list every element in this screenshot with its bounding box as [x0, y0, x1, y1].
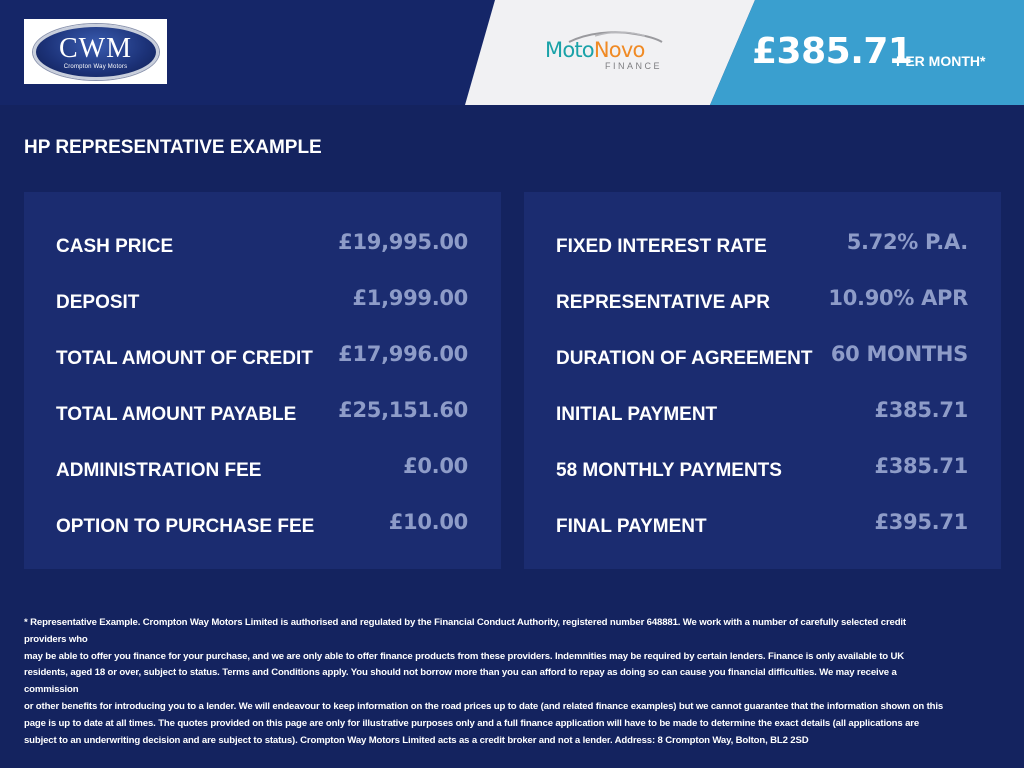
dealer-logo[interactable] — [24, 19, 167, 84]
finance-row-label: OPTION TO PURCHASE FEE — [56, 516, 315, 537]
header-bar — [0, 0, 1024, 105]
disclaimer-line: page is up to date at all times. The quotes provided on this page are only for illustrative purposes only and a full finance application will have to be made to determine the exact details (all applications are — [24, 717, 920, 729]
finance-row-label: FIXED INTEREST RATE — [556, 236, 767, 257]
dealer-logo-badge — [33, 24, 159, 80]
finance-row-value: £385.71 — [874, 398, 968, 422]
finance-row-label: TOTAL AMOUNT OF CREDIT — [56, 348, 313, 369]
finance-row-label: TOTAL AMOUNT PAYABLE — [56, 404, 297, 425]
motonovo-finance-sub: FINANCE — [605, 61, 663, 71]
dealer-logo-text: CWM — [59, 32, 132, 64]
finance-row-label: CASH PRICE — [56, 236, 174, 257]
disclaimer-line: subject to an underwriting decision and are subject to status). Crompton Way Motors Limited acts as a credit broker and not a lender. Address: 8 Crompton Way, Bolton, BL2 2SD — [24, 734, 809, 746]
motonovo-wordmark-moto: Moto — [545, 38, 594, 62]
finance-row — [556, 454, 968, 484]
finance-row — [556, 398, 968, 428]
finance-row-label: ADMINISTRATION FEE — [56, 460, 262, 481]
finance-row-label: DURATION OF AGREEMENT — [556, 348, 813, 369]
finance-row — [56, 342, 468, 372]
finance-row-value: £19,995.00 — [338, 230, 468, 254]
finance-row — [556, 342, 968, 372]
dealer-logo-tagline: Crompton Way Motors — [63, 63, 128, 70]
monthly-price-amount: £385.71 — [752, 31, 913, 72]
finance-row-value: £385.71 — [874, 454, 968, 478]
disclaimer-line: * Representative Example. Crompton Way Motors Limited is authorised and regulated by the Financial Conduct Authority, registered number 648881. We work with a number of carefully selected credit providers who — [24, 617, 906, 645]
finance-row-value: 60 MONTHS — [830, 342, 968, 366]
finance-row-value: £17,996.00 — [338, 342, 468, 366]
finance-details-card-right — [524, 192, 1001, 569]
disclaimer-line: or other benefits for introducing you to a lender. We will endeavour to keep information on the road prices up to date (and related finance examples) but we cannot guarantee that the information shown on this — [24, 700, 944, 712]
finance-details-card-left — [24, 192, 501, 569]
finance-row-value: £10.00 — [388, 510, 468, 534]
finance-row — [556, 230, 968, 260]
monthly-price-suffix: PER MONTH* — [896, 53, 986, 69]
motonovo-wordmark-novo: Novo — [593, 38, 645, 62]
legal-disclaimer — [24, 615, 944, 749]
finance-row — [56, 286, 468, 316]
finance-row-value: £0.00 — [403, 454, 468, 478]
disclaimer-line: residents, aged 18 or over, subject to status. Terms and Conditions apply. You should not borrow more than you can afford to repay as doing so can cause you financial difficulties. We may receive a commission — [24, 667, 897, 696]
page-title: HP REPRESENTATIVE EXAMPLE — [24, 137, 322, 158]
finance-row — [556, 286, 968, 316]
finance-row-label: DEPOSIT — [56, 292, 140, 313]
disclaimer-line: may be able to offer you finance for your purchase, and we are only able to offer finance products from these providers. Indemnities may be required by certain lenders. Finance is only available to UK — [24, 650, 905, 662]
finance-row — [56, 230, 468, 260]
finance-row-label: FINAL PAYMENT — [556, 516, 707, 537]
finance-row — [556, 510, 968, 540]
finance-row-value: £25,151.60 — [338, 398, 468, 422]
finance-row — [56, 510, 468, 540]
finance-row — [56, 454, 468, 484]
finance-row — [56, 398, 468, 428]
finance-row-value: 10.90% APR — [828, 286, 968, 310]
finance-row-value: £395.71 — [874, 510, 968, 534]
finance-row-label: INITIAL PAYMENT — [556, 404, 718, 425]
motonovo-finance-logo — [545, 34, 675, 78]
finance-row-label: 58 MONTHLY PAYMENTS — [556, 460, 782, 481]
finance-row-label: REPRESENTATIVE APR — [556, 292, 770, 313]
motonovo-wordmark — [545, 38, 645, 62]
finance-row-value: 5.72% P.A. — [846, 230, 968, 254]
finance-row-value: £1,999.00 — [352, 286, 468, 310]
